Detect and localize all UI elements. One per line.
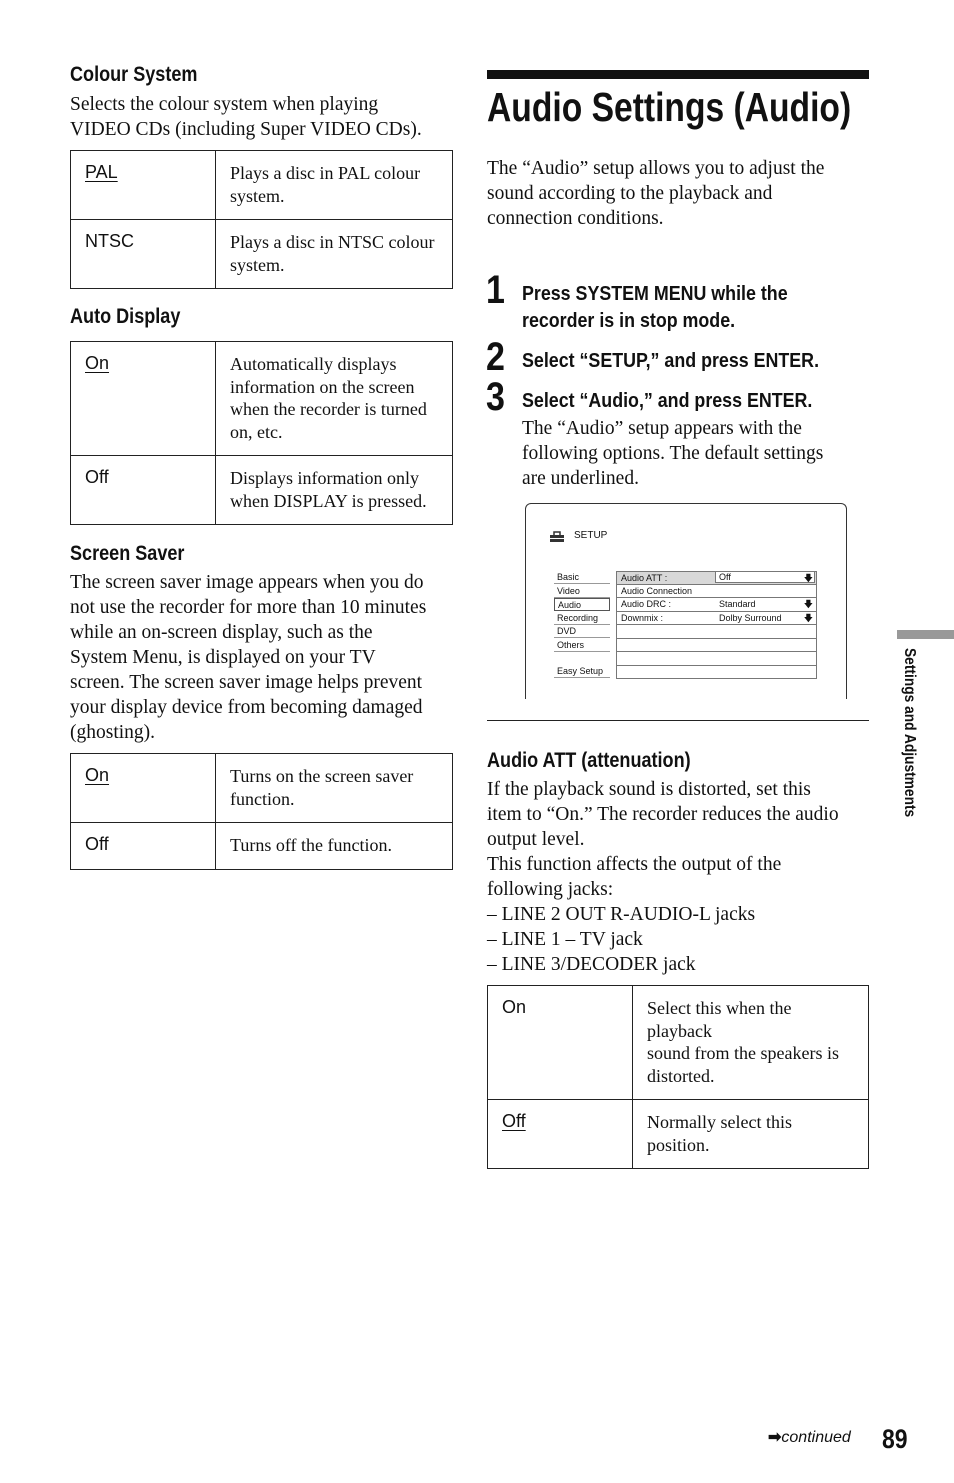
setup-menu	[554, 571, 612, 681]
setting-value: Off	[715, 571, 815, 583]
option-desc	[633, 1100, 869, 1169]
down-arrow-icon: 🡇	[803, 612, 813, 623]
setup-settings-grid	[616, 571, 818, 681]
step-text	[522, 347, 819, 374]
step-number: 2	[486, 335, 505, 379]
text-line: when DISPLAY is pressed.	[230, 490, 427, 511]
text-line: System Menu, is displayed on your TV	[70, 647, 376, 668]
text-line: output level.	[487, 829, 585, 850]
text-line: sound from the speakers is	[647, 1043, 839, 1063]
continued-note	[768, 1427, 851, 1447]
option-desc	[216, 220, 453, 289]
auto-display-heading: Auto Display	[70, 305, 181, 328]
menu-item-others[interactable]: Others	[554, 639, 610, 652]
setup-label: SETUP	[574, 530, 608, 541]
text-line: system.	[230, 185, 285, 206]
option-key	[71, 754, 216, 823]
audio-att-body	[487, 777, 872, 977]
option-key-text: On	[502, 997, 527, 1017]
text-line: – LINE 1 – TV jack	[487, 929, 643, 950]
text-line: function.	[230, 788, 295, 809]
option-row-ntsc	[71, 220, 453, 289]
setting-row[interactable]	[616, 598, 817, 612]
screen-saver-intro	[70, 570, 462, 745]
text-line: distorted.	[647, 1065, 715, 1086]
setting-row[interactable]	[616, 612, 817, 626]
continued-text: continued	[781, 1429, 851, 1446]
text-line: VIDEO CDs (including Super VIDEO CDs).	[70, 119, 422, 140]
side-tab-marker	[897, 630, 954, 639]
text-line: Plays a disc in NTSC colour	[230, 232, 435, 252]
text-line: Select “SETUP,” and press ENTER.	[522, 349, 820, 372]
section-divider	[487, 720, 869, 721]
side-tab-label: Settings and Adjustments	[901, 648, 918, 818]
page-number: 89	[882, 1424, 908, 1454]
option-key	[71, 456, 216, 525]
text-line: information on the screen	[230, 376, 415, 397]
menu-item-easy-setup[interactable]: Easy Setup	[554, 665, 610, 678]
text-line: screen. The screen saver image helps prevent	[70, 672, 423, 693]
option-key	[488, 986, 633, 1100]
option-key	[71, 151, 216, 220]
audio-intro	[487, 156, 867, 231]
option-row-pal	[71, 151, 453, 220]
text-line: following options. The default settings	[522, 443, 824, 464]
option-key-text: Off	[85, 467, 109, 487]
text-line: your display device from becoming damaged	[70, 697, 423, 718]
setting-row	[616, 625, 817, 639]
setting-row	[616, 666, 817, 680]
menu-item-dvd[interactable]: DVD	[554, 625, 610, 638]
option-row-off	[71, 456, 453, 525]
setting-value: Standard	[719, 599, 756, 609]
text-line: recorder is in stop mode.	[522, 309, 736, 332]
colour-system-intro	[70, 92, 460, 142]
option-desc	[216, 823, 453, 870]
auto-display-table	[70, 341, 453, 525]
option-key-text: On	[85, 353, 110, 373]
audio-att-heading: Audio ATT (attenuation)	[487, 749, 691, 772]
setting-item: Audio ATT :	[621, 573, 668, 583]
title-rule	[487, 70, 869, 79]
text-line: Turns on the screen saver	[230, 766, 414, 786]
option-row-on	[71, 754, 453, 823]
option-desc	[633, 986, 869, 1100]
text-line: Automatically displays	[230, 354, 397, 374]
text-line: are underlined.	[522, 468, 639, 489]
text-line: when the recorder is turned	[230, 399, 427, 419]
step-text	[522, 280, 788, 334]
option-key	[71, 220, 216, 289]
setting-item: Audio DRC :	[621, 599, 672, 609]
option-desc	[216, 151, 453, 220]
screen-saver-heading: Screen Saver	[70, 542, 185, 565]
setting-value: Dolby Surround	[719, 612, 782, 623]
text-line: Plays a disc in PAL colour	[230, 163, 421, 183]
text-line: connection conditions.	[487, 208, 664, 229]
menu-item-audio[interactable]: Audio	[554, 598, 610, 611]
option-key-text: PAL	[85, 162, 118, 182]
setting-row[interactable]	[616, 585, 817, 599]
text-line: – LINE 3/DECODER jack	[487, 954, 696, 975]
text-line: following jacks:	[487, 879, 614, 900]
option-key	[488, 1100, 633, 1169]
setting-item: Audio Connection	[621, 585, 693, 596]
text-line: – LINE 2 OUT R-AUDIO-L jacks	[487, 904, 756, 925]
text-line: The screen saver image appears when you do	[70, 572, 424, 593]
text-line: Displays information only	[230, 468, 419, 488]
step-number: 3	[486, 375, 505, 419]
text-line: Turns off the function.	[230, 835, 392, 855]
option-row-on	[488, 986, 869, 1100]
text-line: The “Audio” setup allows you to adjust the	[487, 158, 825, 179]
down-arrow-icon: 🡇	[803, 573, 813, 583]
text-line: This function affects the output of the	[487, 854, 782, 875]
step-text	[522, 387, 812, 414]
text-line: not use the recorder for more than 10 minutes	[70, 597, 427, 618]
menu-item-basic[interactable]: Basic	[554, 571, 610, 584]
option-desc	[216, 754, 453, 823]
setting-row	[616, 652, 817, 666]
option-key-text: Off	[502, 1111, 526, 1131]
option-key-text: Off	[85, 834, 109, 854]
page-title: Audio Settings (Audio)	[487, 84, 852, 130]
option-desc	[216, 342, 453, 456]
menu-item-recording[interactable]: Recording	[554, 612, 610, 625]
text-line: Press SYSTEM MENU while the	[522, 282, 788, 305]
text-line: Selects the colour system when playing	[70, 94, 379, 115]
option-key	[71, 823, 216, 870]
setup-screen	[525, 503, 847, 699]
audio-att-table	[487, 985, 869, 1169]
text-line: Normally select this position.	[647, 1112, 792, 1155]
option-desc	[216, 456, 453, 525]
screen-saver-table	[70, 753, 453, 870]
text-line: system.	[230, 254, 285, 275]
option-row-on	[71, 342, 453, 456]
colour-system-heading: Colour System	[70, 63, 198, 86]
step-note	[522, 416, 867, 491]
setting-row	[616, 639, 817, 653]
option-key-text: NTSC	[85, 231, 134, 251]
option-row-off	[488, 1100, 869, 1169]
option-key	[71, 342, 216, 456]
text-line: If the playback sound is distorted, set this	[487, 779, 811, 800]
setting-item: Downmix :	[621, 612, 664, 623]
menu-item-video[interactable]: Video	[554, 585, 610, 598]
text-line: item to “On.” The recorder reduces the audio	[487, 804, 839, 825]
setting-row[interactable]	[616, 571, 817, 585]
option-key-text: On	[85, 765, 110, 785]
text-line: Select “Audio,” and press ENTER.	[522, 389, 813, 412]
right-arrow-icon: ➡	[768, 1429, 782, 1446]
colour-system-table	[70, 150, 453, 289]
down-arrow-icon: 🡇	[803, 599, 813, 609]
step-number: 1	[486, 268, 505, 312]
option-row-off	[71, 823, 453, 870]
text-line: Select this when the playback	[647, 998, 792, 1041]
text-line: on, etc.	[230, 421, 283, 442]
setup-toolbox-icon	[549, 531, 565, 543]
text-line: (ghosting).	[70, 722, 156, 743]
text-line: while an on-screen display, such as the	[70, 622, 373, 643]
text-line: sound according to the playback and	[487, 183, 773, 204]
text-line: The “Audio” setup appears with the	[522, 418, 802, 439]
